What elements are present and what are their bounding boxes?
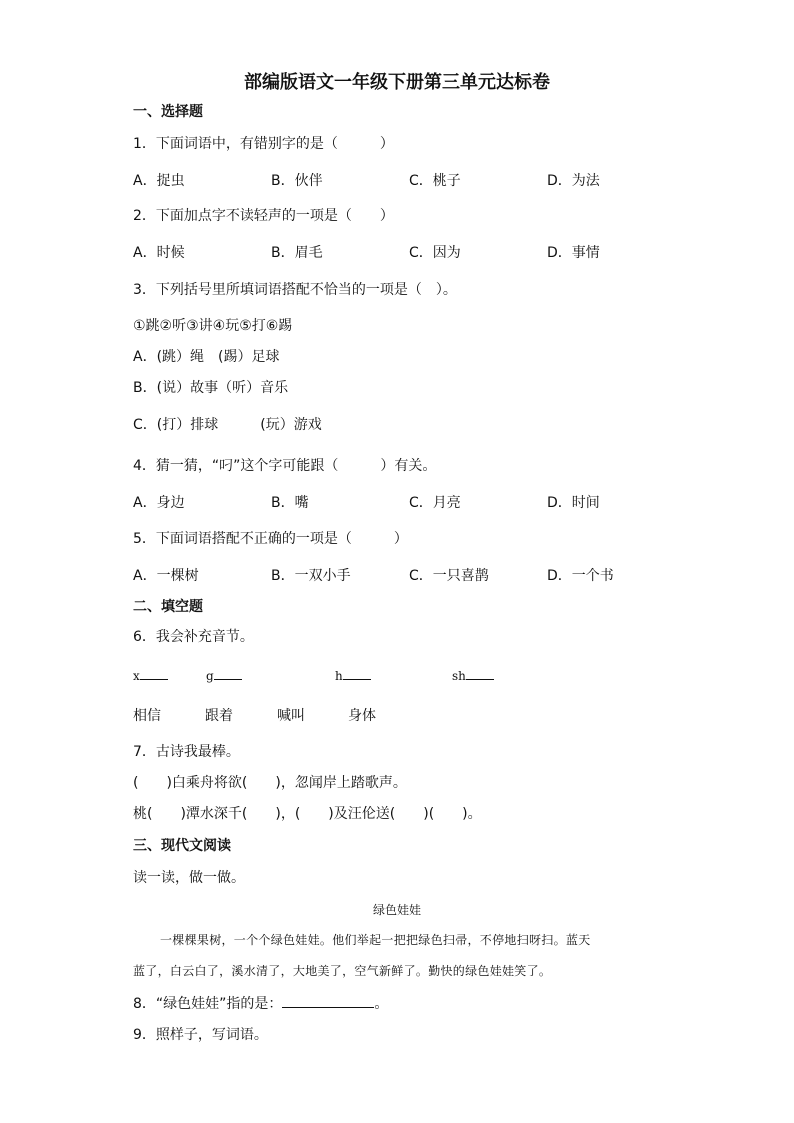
question-4-option-a: A．身边 (133, 495, 185, 511)
syllable-initial: g (206, 669, 214, 683)
question-2-option-a: A．时候 (133, 245, 185, 261)
syllable-initial: h (335, 669, 343, 683)
syllable-blank-3[interactable] (335, 667, 371, 685)
answer-blank[interactable] (343, 679, 371, 680)
answer-blank[interactable] (466, 679, 494, 680)
question-3-option-b: B．(说）故事（听）音乐 (133, 380, 289, 396)
syllable-blank-2[interactable] (206, 667, 242, 685)
section-heading-reading: 三、现代文阅读 (133, 838, 231, 854)
question-5-option-d: D．一个书 (547, 568, 614, 584)
question-3-option-a: A．(跳）绳 (踢）足球 (133, 349, 280, 365)
question-2-option-c: C．因为 (409, 245, 461, 261)
syllable-initial: sh (452, 669, 466, 683)
page-title: 部编版语文一年级下册第三单元达标卷 (244, 72, 550, 93)
question-8 (133, 995, 388, 1013)
question-2-option-d: D．事情 (547, 245, 600, 261)
question-2-option-b: B．眉毛 (271, 245, 323, 261)
question-2-stem: 2．下面加点字不读轻声的一项是（ ） (133, 208, 394, 224)
syllable-blank-4[interactable] (452, 667, 494, 685)
syllable-initial: x (133, 669, 140, 683)
question-6-word: 相信 (133, 708, 161, 724)
question-7-stem: 7．古诗我最棒。 (133, 744, 240, 760)
answer-blank[interactable] (214, 679, 242, 680)
section-heading-choice: 一、选择题 (133, 104, 203, 120)
question-1-option-d: D．为法 (547, 173, 600, 189)
question-9-stem: 9．照样子，写词语。 (133, 1027, 268, 1043)
question-3-option-c: C．(打）排球 (玩）游戏 (133, 417, 322, 433)
question-3-hint: ①跳②听③讲④玩⑤打⑥踢 (133, 318, 293, 334)
question-5-option-b: B．一双小手 (271, 568, 351, 584)
question-5-option-c: C．一只喜鹊 (409, 568, 489, 584)
passage-line-1: 一棵棵果树，一个个绿色娃娃。他们举起一把把绿色扫帚，不停地扫呀扫。蓝天 (160, 933, 591, 947)
section-heading-fill: 二、填空题 (133, 599, 203, 615)
question-5-stem: 5．下面词语搭配不正确的一项是（ ） (133, 531, 408, 547)
answer-blank[interactable] (140, 679, 168, 680)
passage-title: 绿色娃娃 (372, 903, 421, 917)
question-8-answer-blank[interactable] (282, 1007, 374, 1008)
question-6-word: 身体 (348, 708, 376, 724)
question-8-end: 。 (374, 996, 389, 1012)
question-1-stem: 1．下面词语中，有错别字的是（ ） (133, 136, 394, 152)
question-4-option-c: C．月亮 (409, 495, 461, 511)
question-6-word: 喊叫 (277, 708, 305, 724)
question-3-stem: 3．下列括号里所填词语搭配不恰当的一项是（ ）。 (133, 282, 457, 298)
question-6-stem: 6．我会补充音节。 (133, 629, 254, 645)
question-4-stem: 4．猜一猜，“叼”这个字可能跟（ ）有关。 (133, 458, 437, 474)
question-5-option-a: A．一棵树 (133, 568, 199, 584)
question-1-option-a: A．捉虫 (133, 173, 185, 189)
poem-line-1: ( )白乘舟将欲( )，忽闻岸上踏歌声。 (133, 775, 407, 791)
syllable-blank-1[interactable] (133, 667, 168, 685)
reading-intro: 读一读，做一做。 (133, 870, 245, 886)
question-4-option-b: B．嘴 (271, 495, 309, 511)
passage-line-2: 蓝了，白云白了，溪水清了，大地美了，空气新鲜了。勤快的绿色娃娃笑了。 (133, 964, 552, 978)
poem-line-2: 桃( )潭水深千( )，( )及汪伦送( )( )。 (133, 806, 482, 822)
question-8-stem: 8．“绿色娃娃”指的是： (133, 996, 283, 1012)
question-4-option-d: D．时间 (547, 495, 600, 511)
question-6-word: 跟着 (205, 708, 233, 724)
question-1-option-b: B．伙伴 (271, 173, 323, 189)
question-1-option-c: C．桃子 (409, 173, 461, 189)
